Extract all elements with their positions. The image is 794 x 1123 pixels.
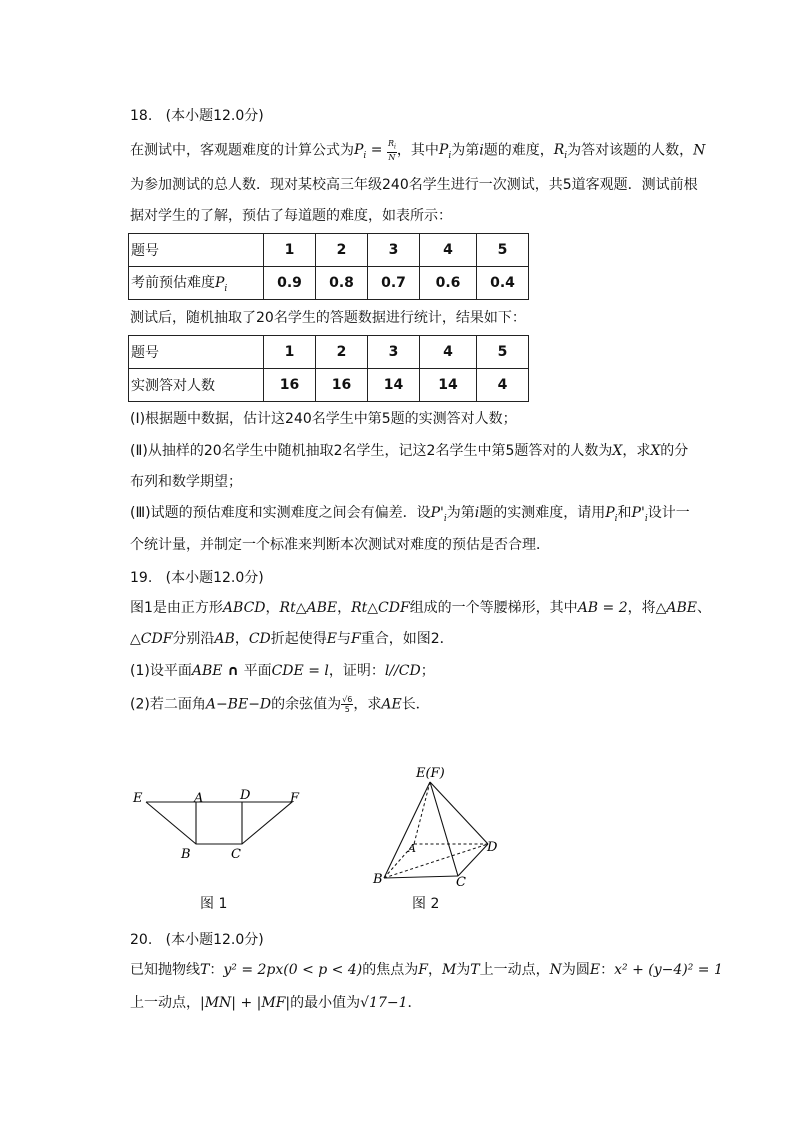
q18-paragraph-4: 测试后，随机抽取了20名学生的答题数据进行统计，结果如下：	[130, 310, 526, 326]
q18-table-measured	[128, 335, 529, 402]
figure-2-pyramid	[370, 762, 520, 892]
table-cell: 1	[264, 336, 316, 369]
table-cell: 0.4	[477, 267, 529, 300]
table-cell: 0.7	[368, 267, 420, 300]
table-row	[129, 267, 529, 300]
label-d: D	[487, 840, 498, 855]
table-cell: 5	[477, 336, 529, 369]
table-cell: 考前预估难度$P_i$	[129, 267, 264, 300]
table-cell: 5	[477, 234, 529, 267]
table-cell: 题号	[129, 336, 264, 369]
table-cell: 1	[264, 234, 316, 267]
q18-subquestion-3-cont: 个统计量，并制定一个标准来判断本次测试对难度的预估是否合理．	[130, 537, 550, 553]
table-cell: 4	[477, 369, 529, 402]
table-cell: 3	[368, 336, 420, 369]
table-cell: 16	[316, 369, 368, 402]
table-cell: 0.8	[316, 267, 368, 300]
table-cell: 4	[420, 234, 477, 267]
q18-formula: $P_i$ = $\frac{R_i}{N}$	[354, 139, 396, 162]
cosine-fraction: $\frac{√6}{5}$	[342, 695, 353, 714]
q18-number: 18.	[130, 108, 153, 124]
q18-subquestion-2: (Ⅱ)从抽样的20名学生中随机抽取2名学生，记这2名学生中第5题答对的人数为X，求X的分	[130, 443, 689, 459]
label-e: E	[133, 791, 143, 806]
q18-header	[130, 105, 264, 125]
q19-paragraph-2: △CDF分别沿AB，CD折起使得E与F重合，如图2．	[130, 631, 454, 647]
q18-subquestion-1: (Ⅰ)根据题中数据，估计这240名学生中第5题的实测答对人数；	[130, 411, 517, 427]
q19-number: 19.	[130, 570, 153, 586]
table-cell: 4	[420, 336, 477, 369]
table-row	[129, 336, 529, 369]
q18-paragraph-1: 在测试中，客观题难度的计算公式为$P_i$ = $\frac{R_i}{N}$ ，其中$P_i$为第i题的难度，$R_i$为答对该题的人数，N	[130, 139, 706, 162]
label-d: D	[240, 788, 251, 803]
q19-paragraph-1: 图1是由正方形ABCD，Rt△ABE，Rt△CDF组成的一个等腰梯形，其中AB = 2，将△ABE、	[130, 600, 712, 616]
label-a: A	[194, 791, 204, 806]
label-f: F	[290, 791, 300, 806]
q19-subquestion-1: (1)设平面ABE ∩ 平面CDE = l，证明：l//CD；	[130, 663, 435, 679]
table-cell: 3	[368, 234, 420, 267]
q19-score: (本小题12.0分)	[165, 570, 264, 586]
figure-1-trapezoid	[130, 785, 330, 865]
table-cell: 实测答对人数	[129, 369, 264, 402]
label-c: C	[456, 875, 466, 890]
label-b: B	[181, 847, 191, 862]
q18-subquestion-3: (Ⅲ)试题的预估难度和实测难度之间会有偏差．设$P'_i$为第i题的实测难度，请用$P_i$和$P'_i$设计一	[130, 505, 690, 524]
q18-paragraph-2: 为参加测试的总人数．现对某校高三年级240名学生进行一次测试，共5道客观题．测试前根	[130, 177, 698, 193]
q20-header	[130, 929, 264, 949]
table-cell: 0.6	[420, 267, 477, 300]
q18-score: (本小题12.0分)	[165, 108, 264, 124]
table-cell: 14	[420, 369, 477, 402]
q19-subquestion-2: (2)若二面角A−BE−D的余弦值为 $\frac{√6}{5}$ ，求AE长．	[130, 695, 430, 714]
q20-paragraph-1: 已知抛物线T：y² = 2px(0 < p < 4)的焦点为F，M为T上一动点，N为圆E：x² + (y−4)² = 1	[130, 962, 723, 978]
q18-text: 在测试中，客观题难度的计算公式为	[130, 142, 354, 159]
figure-1-caption: 图 1	[200, 896, 228, 912]
figure-2-caption: 图 2	[412, 896, 440, 912]
table-cell: 题号	[129, 234, 264, 267]
q18-fraction: $\frac{R_i}{N}$	[387, 139, 396, 162]
label-a: A	[408, 842, 416, 855]
table-row	[129, 369, 529, 402]
q19-header	[130, 567, 264, 587]
q18-paragraph-3: 据对学生的了解，预估了每道题的难度，如表所示：	[130, 208, 452, 224]
q20-number: 20.	[130, 932, 153, 948]
q18-subquestion-2-cont: 布列和数学期望；	[130, 474, 242, 490]
table-cell: 2	[316, 336, 368, 369]
q20-paragraph-2: 上一动点，|MN| + |MF|的最小值为√17−1．	[130, 995, 422, 1011]
table-cell: 2	[316, 234, 368, 267]
label-ef: E(F)	[416, 766, 445, 781]
label-c: C	[231, 847, 241, 862]
q20-score: (本小题12.0分)	[165, 932, 264, 948]
table-cell: 16	[264, 369, 316, 402]
q18-table-predicted	[128, 233, 529, 300]
label-b: B	[373, 872, 383, 887]
table-cell: 14	[368, 369, 420, 402]
table-row	[129, 234, 529, 267]
table-cell: 0.9	[264, 267, 316, 300]
